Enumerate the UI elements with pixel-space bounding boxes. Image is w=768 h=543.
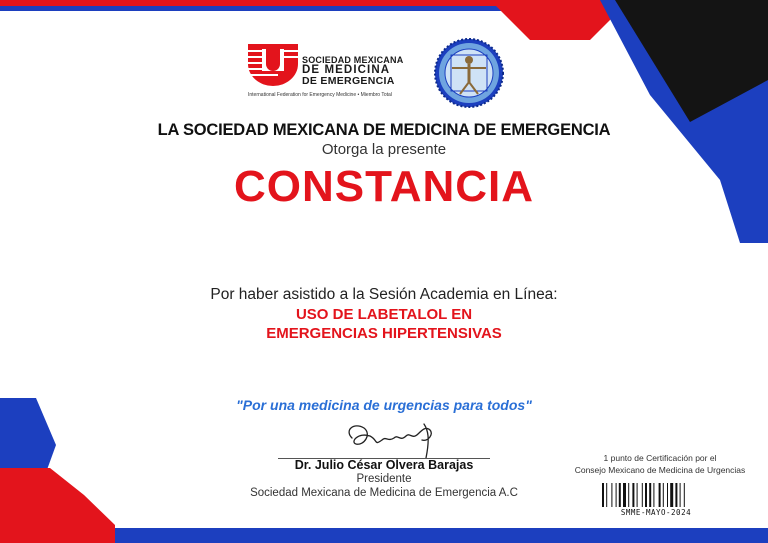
barcode-bar <box>675 483 677 507</box>
bottom-blue-stripe <box>115 528 768 543</box>
logo-tagline: International Federation for Emergency Medicine • Miembro Total <box>248 92 392 98</box>
barcode <box>602 483 710 507</box>
barcode-bar <box>623 483 626 507</box>
certificate-title: CONSTANCIA <box>233 162 535 211</box>
logo-text-line1: SOCIEDAD MEXICANA <box>302 55 404 65</box>
motto: "Por una medicina de urgencias para todos" <box>236 397 532 413</box>
barcode-bar <box>670 483 673 507</box>
barcode-bar <box>663 483 664 507</box>
signer-name: Dr. Julio César Olvera Barajas <box>294 458 474 472</box>
society-heading: LA SOCIEDAD MEXICANA DE MEDICINA DE EMERGENCIA <box>157 121 611 139</box>
barcode-bar <box>680 483 681 507</box>
barcode-code: SMME-MAYO-2024 <box>620 508 692 517</box>
barcode-bar <box>619 483 621 507</box>
session-topic-line1: USO DE LABETALOL EN <box>295 306 473 323</box>
top-red-stripe <box>0 0 560 6</box>
barcode-bar <box>632 483 634 507</box>
attendance-line: Por haber asistido a la Sesión Academia en Línea: <box>210 286 558 303</box>
barcode-bar <box>642 483 643 507</box>
smme-logo-mark <box>248 44 298 86</box>
signer-organization: Sociedad Mexicana de Medicina de Emergencia A.C <box>250 487 518 499</box>
barcode-bar <box>653 483 654 507</box>
barcode-bar <box>659 483 661 507</box>
grant-line: Otorga la presente <box>321 141 447 158</box>
signer-role: Presidente <box>356 473 412 485</box>
certification-points-line: 1 punto de Certificación por el <box>603 453 717 463</box>
session-topic-line2: EMERGENCIAS HIPERTENSIVAS <box>266 325 502 342</box>
logo-text-line3: DE EMERGENCIA <box>302 75 395 87</box>
handwritten-signature <box>338 416 446 464</box>
barcode-bar <box>645 483 647 507</box>
barcode-bar <box>637 483 638 507</box>
barcode-bar <box>616 483 617 507</box>
council-seal-emblem <box>434 38 504 108</box>
barcode-bar <box>611 483 612 507</box>
certification-council-line: Consejo Mexicano de Medicina de Urgencias <box>574 465 746 475</box>
barcode-bar <box>628 483 629 507</box>
barcode-bar <box>684 483 685 507</box>
barcode-bar <box>649 483 651 507</box>
barcode-bar <box>602 483 604 507</box>
logo-text-line2: DE MEDICINA <box>302 64 391 76</box>
barcode-bar <box>667 483 668 507</box>
barcode-bar <box>606 483 607 507</box>
